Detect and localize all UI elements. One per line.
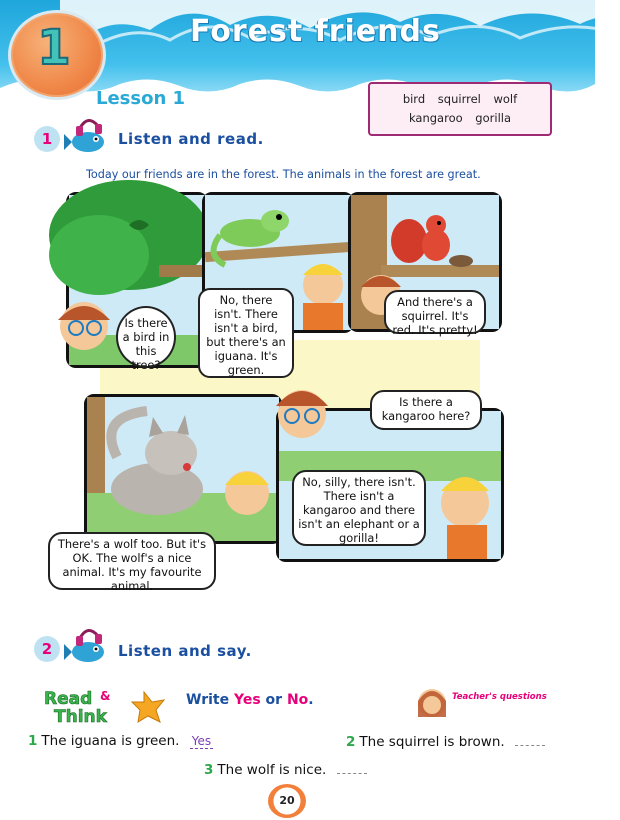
lesson-heading: Lesson 1 bbox=[96, 88, 186, 109]
question-3-number: 3 bbox=[204, 762, 214, 778]
question-2-number: 2 bbox=[346, 734, 356, 750]
or-word: or bbox=[265, 692, 283, 708]
headphones-fish-icon bbox=[62, 114, 114, 156]
page-number: 20 bbox=[268, 784, 306, 818]
badge-amp: & bbox=[100, 689, 111, 703]
question-1-number: 1 bbox=[28, 733, 38, 749]
word-box-row-2: kangaroo gorilla bbox=[408, 111, 512, 125]
question-3-text: The wolf is nice. bbox=[217, 762, 327, 778]
intro-text: Today our friends are in the forest. The animals in the forest are great. bbox=[86, 168, 481, 181]
question-2 bbox=[346, 733, 545, 750]
speech-bubble-3: And there's a squirrel. It's red. It's pretty! bbox=[384, 290, 486, 334]
unit-number: 1 bbox=[37, 20, 71, 76]
question-2-text: The squirrel is brown. bbox=[359, 734, 505, 750]
speech-bubble-1: Is there a bird in this tree? bbox=[116, 306, 176, 368]
write-instruction: Write Yes or No. bbox=[186, 692, 314, 708]
section-2-number: 2 bbox=[34, 636, 60, 662]
speech-bubble-2: No, there isn't. There isn't a bird, but there's an iguana. It's green. bbox=[198, 288, 294, 378]
question-1-text: The iguana is green. bbox=[41, 733, 180, 749]
section-2-label: Listen and say. bbox=[118, 642, 252, 660]
answer-field-1[interactable]: Yes bbox=[191, 734, 212, 748]
question-3 bbox=[204, 761, 367, 778]
teachers-questions-badge bbox=[416, 683, 547, 723]
page-title: Forest friends bbox=[190, 14, 441, 49]
headphones-fish-icon-2 bbox=[62, 624, 114, 666]
section-1-number: 1 bbox=[34, 126, 60, 152]
question-1 bbox=[28, 733, 213, 749]
read-think-badge bbox=[40, 686, 180, 726]
no-word: No bbox=[286, 692, 309, 708]
girl-character bbox=[262, 376, 342, 446]
section-1-label: Listen and read. bbox=[118, 130, 264, 148]
word-box-row-1: bird squirrel wolf bbox=[402, 92, 518, 106]
answer-field-2[interactable] bbox=[515, 733, 545, 746]
wolf-illustration bbox=[87, 397, 279, 541]
comic-panel-wolf bbox=[84, 394, 282, 544]
speech-bubble-6: No, silly, there isn't. There isn't a kangaroo and there isn't an elephant or a gorilla! bbox=[292, 470, 426, 546]
badge-think: Think bbox=[54, 707, 107, 727]
yes-word: Yes bbox=[233, 692, 261, 708]
word-box bbox=[368, 82, 552, 136]
speech-bubble-5: There's a wolf too. But it's OK. The wolf's a nice animal. It's my favourite animal. bbox=[48, 532, 216, 590]
badge-read: Read bbox=[44, 689, 93, 709]
answer-field-3[interactable] bbox=[337, 761, 367, 774]
teacher-icon bbox=[416, 683, 547, 723]
speech-bubble-4: Is there a kangaroo here? bbox=[370, 390, 482, 430]
write-word: Write bbox=[186, 692, 230, 708]
girl-character-2 bbox=[50, 290, 120, 360]
teacher-label: Teacher's questions bbox=[452, 692, 547, 702]
